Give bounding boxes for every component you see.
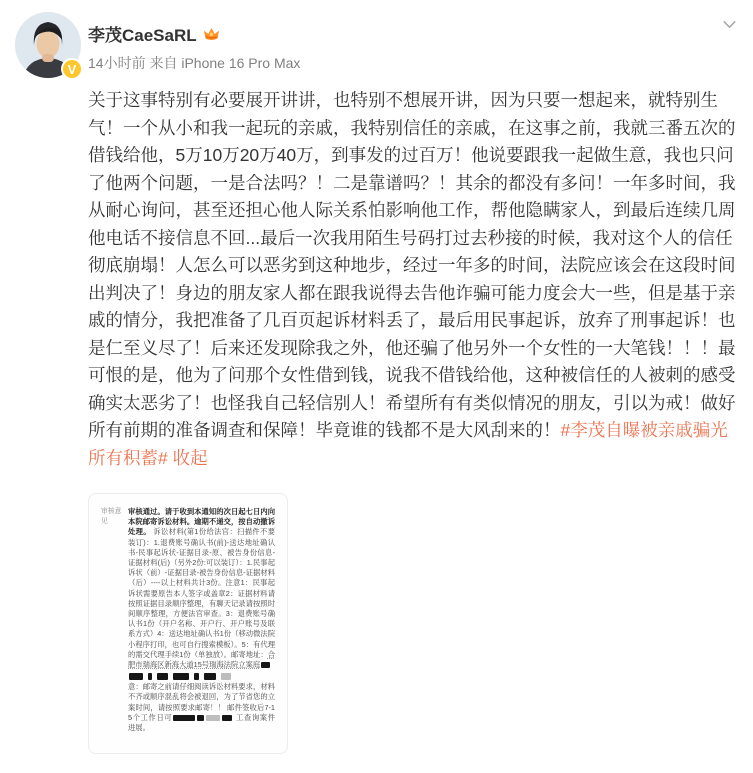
post-meta-timestamp: 14小时前 来自 iPhone 16 Pro Max <box>88 55 301 71</box>
chevron-down-icon[interactable] <box>721 16 738 38</box>
hashtag-link[interactable]: #李茂自曝被亲戚骗光所有积蓄# <box>88 420 728 468</box>
doc-review-label: 审核意见 <box>101 508 122 526</box>
redaction-row <box>128 671 275 681</box>
doc-approved-text: 审核通过。请于收到本通知的次日起七日内向本院邮寄诉讼材料。逾期不递交，按自动撤诉处理。 <box>128 507 275 537</box>
redaction-bar <box>222 715 232 721</box>
post-text-body: 关于这事特别有必要展开讲讲，也特别不想展开讲，因为只要一想起来，就特别生气！一个从小和我一起玩的亲戚，我特别信任的亲戚，在这事之前，我就三番五次的借钱给他，5万10万20万40万，到事发的过百万！他说要跟我一起做生意，我也只问了他两个问题，一是合法吗？！二是靠谱吗？！其余的都没有多问！一年多时间，我从耐心询问，甚至还担心他人际关系怕影响他工作，帮他隐瞒家人，到最后连续几周他电话不接信息不回...最后一次我用陌生号码打过去秒接的时候，我对这个人的信任彻底崩塌！人怎么可以恶劣到这种地步，经过一年多的时间，法院应该会在这段时间出判决了！身边的朋友家人都在跟我说得去告他诈骗可能力度会大一些，但是基于亲戚的情分，我把准备了几百页起诉材料丢了，最后用民事起诉，放弃了刑事起诉！也是仁至义尽了！后来还发现除我之外，他还骗了他另外一个女性的一大笔钱！！！最可恨的是，他为了问那个女性借到钱，说我不借钱给他，这种被信任的人被刺的感受确实太恶劣了！也怪我自己轻信别人！希望所有有类似情况的朋友，引以为戒！做好所有前期的准备调查和保障！毕竟谁的钱都不是大风刮来的！ <box>88 90 736 440</box>
redaction-bar <box>148 673 152 680</box>
attached-image-court-notice[interactable] <box>88 493 288 754</box>
post-text <box>88 87 738 472</box>
doc-note-text: 意：邮寄之前请仔细阅读诉讼材料要求，材料不齐或顺序混乱将会被退回，为了节省您的立案时间，请按照要求邮寄！！ 邮件签收后7-15个工作日可 <box>128 682 275 722</box>
redaction-smudge <box>206 715 220 721</box>
doc-mailing-address: 合肥市瑞海区新海大道15号瑞海法院立案庭 <box>128 649 275 670</box>
username[interactable]: 李茂CaeSaRL <box>88 26 197 45</box>
redaction-bar <box>157 673 168 680</box>
header-text <box>88 12 300 78</box>
post-header <box>0 0 753 78</box>
redaction-bar <box>173 673 189 680</box>
redaction-bar <box>197 715 204 721</box>
redaction-bar <box>204 673 216 680</box>
redaction-bar <box>129 673 143 680</box>
doc-materials-text: 诉讼材料(第1份给法官：扫描件不要装订)：1.退费账号确认书(前)-送达地址确认书-民事起诉状-证据目录-原、被告身份信息-证据材料(后)（另外2份:可以装订）：1.民事起诉状（前）-证据目录-被告身份信息-证据材料（后）----以上材料共计3份。注意1：民事起诉状需要原告本人签字或盖章2：证据材料请按照证据目录顺序整理，有聊天记录请按照时间顺序整理，方便法官审查。3：退费账号确认书1份（开户名称、开户行、开户账号及联系方式）4：送达地址确认书1份（移动微法院小程序打印，也可自行搜索模板）。5：有代理的需交代理手续1份（单独放）。邮寄地址： <box>128 527 276 659</box>
redaction-bar <box>173 715 195 721</box>
doc-note-end-text: 工查询案件进展。 <box>128 712 276 733</box>
court-notice-document <box>101 507 275 733</box>
collapse-link[interactable]: 收起 <box>172 447 208 468</box>
redaction-bar <box>261 662 270 668</box>
verified-badge-icon: V <box>61 58 83 80</box>
vip-crown-icon[interactable] <box>202 24 221 43</box>
redaction-smudge <box>221 673 231 680</box>
redaction-bar <box>194 673 199 680</box>
avatar[interactable] <box>15 12 81 78</box>
doc-body-text <box>128 507 275 733</box>
